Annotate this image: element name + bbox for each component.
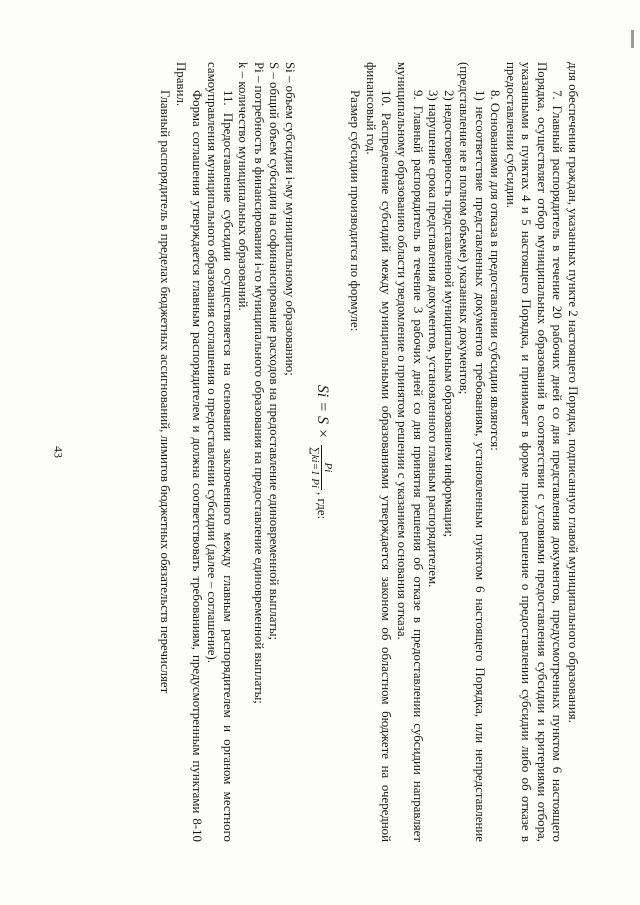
paragraph: S – общий объем субсидии на софинансирование расходов на предоставление единовременной выплаты; xyxy=(267,62,282,641)
paragraph: 2) недостоверность представленной муниципальным образованием информации; xyxy=(441,90,456,538)
formula-tail: , где: xyxy=(314,492,330,520)
paragraph: Si – объем субсидии i-му муниципальному образованию; xyxy=(282,62,297,376)
paragraph: Главный распорядитель в пределах бюджетных ассигнований, лимитов бюджетных обязательств перечисляет xyxy=(158,90,173,694)
paragraph: 8. Основаниями для отказа в предоставлении субсидии являются: xyxy=(488,90,503,451)
page-number: 43 xyxy=(51,446,66,458)
scan-edge-mark xyxy=(631,30,634,48)
subsidy-formula xyxy=(305,62,339,842)
paragraph: 7. Главный распорядитель в течение 20 рабочих дней со дня представления документов, предусмотренных пунктом 6 настоящего Порядка, осуществляет отбор муниципальных образований в соответствии с условиями предоставления субсидии и критериями отбора, указанными в пунктах 4 и 5 настоящего Порядка, и принимает в форме приказа решение о предоставлении субсидии либо об отказе в предоставлении субсидии. xyxy=(503,62,565,842)
paragraph: 11. Предоставление субсидии осуществляется на основании заключенного между главным распорядителем и органом местного самоуправления муниципального образования соглашения о предоставлении субсидии (далее – соглашение). xyxy=(205,62,235,842)
formula-numerator: Pi xyxy=(321,445,334,490)
paragraph: 9. Главный распорядитель в течение 3 рабочих дней со дня принятия решения об отказе в предоставлении субсидии направляет муниципальному образованию области уведомление о принятом решении с указанием основания отказа. xyxy=(394,62,425,842)
paragraph: Форма соглашения утверждается главным распорядителем и должна соответствовать требованиям, предусмотренным пунктами 8-10 Правил. xyxy=(173,62,204,842)
paragraph: для обеспечения граждан, указанных пункте 2 настоящего Порядка, подписанную главой муниципального образования. xyxy=(566,62,580,723)
formula-denominator: ∑ki=1 Pi xyxy=(308,446,321,489)
paragraph: Pi – потребность в финансировании i-го муниципального образования на предоставление единовременной выплаты; xyxy=(251,62,266,704)
paragraph: Размер субсидии производится по формуле: xyxy=(348,90,363,332)
formula-fraction xyxy=(309,445,334,490)
paragraph: 10. Распределение субсидий между муниципальными образованиями утверждается законом об областном бюджете на очередной финансовый год. xyxy=(363,62,394,842)
paragraph: k – количество муниципальных образований. xyxy=(236,62,251,311)
rotated-text-block xyxy=(60,62,580,842)
paragraph: 1) несоответствие представленных документов требованиям, установленным пунктом 6 настоящего Порядка, или непредставление (представление не в полном объеме) указанных документов; xyxy=(457,62,487,842)
paragraph: 3) нарушение срока представления документов, установленного главным распорядителем. xyxy=(426,90,441,588)
formula-left: Si = S × xyxy=(313,384,331,439)
